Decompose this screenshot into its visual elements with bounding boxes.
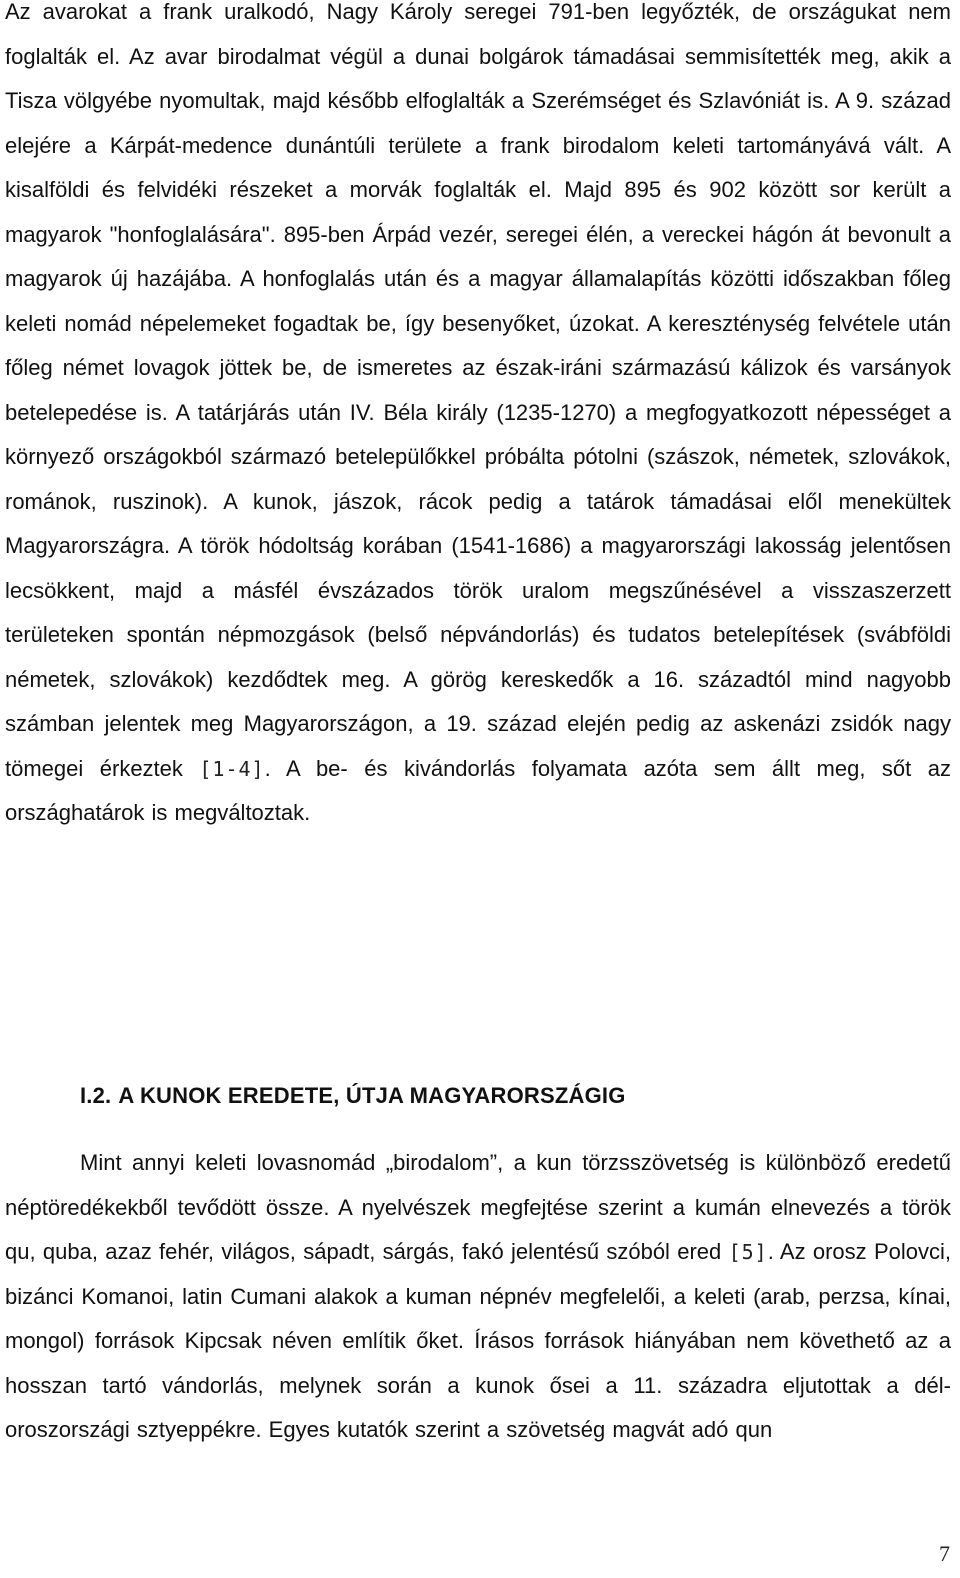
- section-title: A KUNOK EREDETE, ÚTJA MAGYARORSZÁGIG: [118, 1083, 626, 1108]
- citation-5: [5]: [728, 1240, 768, 1264]
- body-paragraph-1: [5, 0, 951, 836]
- section-number: I.2.: [80, 1083, 112, 1108]
- citation-1-4: [1-4]: [199, 756, 265, 781]
- body-paragraph-2: [5, 1141, 951, 1453]
- paragraph-1-text-b: . A be- és kivándorlás folyamata azóta sem állt meg, sőt az országhatárok is megváltoztak.: [5, 755, 952, 825]
- paragraph-2-text-b: . Az orosz Polovci, bizánci Komanoi, latin Cumani alakok a kuman népnév megfelelői, a keleti (arab, perzsa, kínai, mongol) források Kipcsak néven említik őket. Írásos források hiányában nem követhető az a hosszan tartó vándorlás, melynek során a kunok ősei a 11. századra eljutottak a dél-oroszországi sztyeppékre. Egyes kutatók szerint a szövetség magvát adó qun: [5, 1239, 951, 1442]
- paragraph-2-text-a: Mint annyi keleti lovasnomád „birodalom”, a kun törzsszövetség is különböző eredetű néptöredékekből tevődött össze. A nyelvészek megfejtése szerint a kumán elnevezés a török qu, quba, azaz fehér, világos, sápadt, sárgás, fakó jelentésű szóból ered: [5, 1150, 951, 1264]
- page-number: 7: [939, 1541, 950, 1566]
- section-heading: [80, 1074, 626, 1118]
- paragraph-1-text-a: Az avarokat a frank uralkodó, Nagy Károly seregei 791-ben legyőzték, de országukat nem foglalták el. Az avar birodalmat végül a dunai bolgárok támadásai semmisítették meg, akik a Tisza völgyébe nyomultak, majd később elfoglalták a Szerémséget és Szlavóniát is. A 9. század elejére a Kárpát-medence dunántúli területe a frank birodalom keleti tartományává vált. A kisalföldi és felvidéki részeket a morvák foglalták el. Majd 895 és 902 között sor került a magyarok "honfoglalására". 895-ben Árpád vezér, seregei élén, a vereckei hágón át bevonult a magyarok új hazájába. A honfoglalás után és a magyar államalapítás közötti időszakban főleg keleti nomád népelemeket fogadtak be, így besenyőket, úzokat. A kereszténység felvétele után főleg német lovagok jöttek be, de ismeretes az észak-iráni származású kálizok és varsányok betelepedése is. A tatárjárás után IV. Béla király (1235-1270) a megfogyatkozott népességet a környező országokból származó betelepülőkkel próbálta pótolni (szászok, németek, szlovákok, románok, ruszinok). A kunok, jászok, rácok pedig a tatárok támadásai elől menekültek Magyarországra. A török hódoltság korában (1541-1686) a magyarországi lakosság jelentősen lecsökkent, majd a másfél évszázados török uralom megszűnésével a visszaszerzett területeken spontán népmozgások (belső népvándorlás) és tudatos betelepítések (svábföldi németek, szlovákok) kezdődtek meg. A görög kereskedők a 16. századtól mind nagyobb számban jelentek meg Magyarországon, a 19. század elején pedig az askenázi zsidók nagy tömegei érkeztek: [5, 0, 951, 781]
